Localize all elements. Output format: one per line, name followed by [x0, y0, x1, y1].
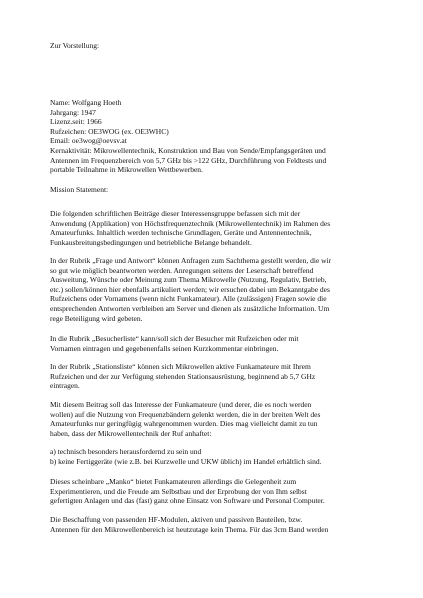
- profile-license: Lizenz.seit: 1966: [50, 117, 102, 127]
- paragraph-line: Die folgenden schriftlichen Beiträge dieser Interessensgruppe befassen sich mit der: [50, 209, 301, 218]
- profile-email: Email: oe3wog@oevsv.at: [50, 136, 127, 146]
- paragraph-line: Experimentieren, und die Freude am Selbstbau und der Erprobung der von Ihm selbst: [50, 486, 307, 496]
- paragraph: [50, 362, 385, 391]
- paragraph-line: Dieses scheinbare „Manko“ bietet Funkamateuren allerdings die Gelegenheit zum: [50, 477, 297, 486]
- paragraph-line: Anwendung (Applikation) von Höchstfrequenztechnik (Mikrowellentechnik) im Rahmen des: [50, 218, 331, 228]
- profile-callsign: Rufzeichen: OE3WOG (ex. OE3WHC): [50, 126, 169, 136]
- paragraph-line: wollen) auf die Nutzung von Frequenzbändern gelenkt werden, die in der breiten Welt des: [50, 409, 321, 419]
- paragraph-line: Mit diesem Beitrag soll das Interesse der Funkamateure (und derer, die es noch werden: [50, 400, 312, 409]
- paragraph-line: haben, dass der Mikrowellentechnik der Ruf anhaftet:: [50, 428, 212, 438]
- paragraph-line: Antennen für den Mikrowellenbereich ist heutzutage kein Thema. Für das 3cm Band werden: [50, 524, 329, 534]
- document-heading: Zur Vorstellung:: [50, 41, 100, 50]
- profile-year: Jahrgang: 1947: [50, 107, 96, 117]
- paragraph: [50, 477, 385, 506]
- paragraph-line: rege Beteiligung wird gebeten.: [50, 313, 143, 323]
- paragraph: [50, 400, 385, 438]
- mission-title: Mission Statement:: [50, 185, 109, 194]
- paragraph-line: In der Rubrik „Stationsliste“ können sich Mikrowellen aktive Funkamateure mit Ihrem: [50, 362, 311, 371]
- paragraph-line: eintragen.: [50, 381, 80, 391]
- profile-competence-line: Antennen im Frequenzbereich von 5,7 GHz bis >122 GHz, Durchführung von Feldtests und: [50, 155, 327, 165]
- paragraph-line: so gut wie möglich beantworten werden. Anregungen seitens der Leserschaft betreffend: [50, 265, 314, 275]
- paragraph-line: Die Beschaffung von passenden HF-Modulen, aktiven und passiven Bauteilen, bzw.: [50, 515, 303, 524]
- paragraph-line: Funkausbreitungsbedingungen und betriebliche Belange behandelt.: [50, 237, 252, 247]
- paragraph-line: entsprechenden Antworten verbleiben am Server und dienen als zusätzliche Information. Um: [50, 303, 330, 313]
- profile-block: [50, 98, 385, 175]
- paragraph-line: Rufzeichens oder Vornamens (wenn nicht Funkamateur). Alle (zulässigen) Fragen sowie die: [50, 294, 327, 304]
- paragraph-line: In die Rubrik „Besucherliste“ kann/soll sich der Besucher mit Rufzeichen oder mit: [50, 334, 299, 343]
- paragraph-line: Ausweitung, Wünsche oder Meinung zum Thema Mikrowelle (Nutzung, Regulativ, Betrieb,: [50, 275, 327, 285]
- paragraph-line: In der Rubrik „Frage und Antwort“ können Anfragen zum Sachthema gestellt werden, die wir: [50, 256, 332, 265]
- profile-name: Name: Wolfgang Hoeth: [50, 98, 122, 107]
- paragraph-line: gefertigten Anlagen und das (fast) ganz ohne Einsatz von Software und Personal Computer.: [50, 496, 325, 506]
- paragraph: [50, 334, 385, 353]
- paragraph-line: Amateurfunks nur geringfügig wahrgenommen wurden. Dies mag vielleicht damit zu tun: [50, 419, 318, 429]
- paragraph-line: Rufzeichen und der zur Verfügung stehenden Stationsausrüstung, beginnend ab 5,7 GHz: [50, 371, 316, 381]
- paragraph-line: etc.) sollen/können hier ebenfalls artikuliert werden; wir ersuchen dabei um Bekanntgabe des: [50, 284, 330, 294]
- paragraph: [50, 447, 385, 466]
- paragraph: [50, 256, 385, 323]
- paragraph-line: Amateurfunks. Inhaltlich werden technische Grundlagen, Geräte und Antennentechnik,: [50, 228, 312, 238]
- paragraph-line: b) keine Fertiggeräte (wie z.B. bei Kurzwelle und UKW üblich) im Handel erhältlich sind.: [50, 456, 322, 466]
- paragraph-line: a) technisch besonders herausfordernd zu sein und: [50, 447, 202, 456]
- paragraph: [50, 515, 385, 534]
- paragraph-line: Vornamen eintragen und gegebenenfalls seinen Kurzkommentar einbringen.: [50, 343, 279, 353]
- profile-competence-line: Kernaktivität: Mikrowellentechnik, Konstruktion und Bau von Sende/Empfangsgeräten und: [50, 145, 326, 155]
- paragraph: [50, 209, 385, 247]
- profile-competence-line: portable Teilnahme in Mikrowellen Wettbewerben.: [50, 165, 203, 175]
